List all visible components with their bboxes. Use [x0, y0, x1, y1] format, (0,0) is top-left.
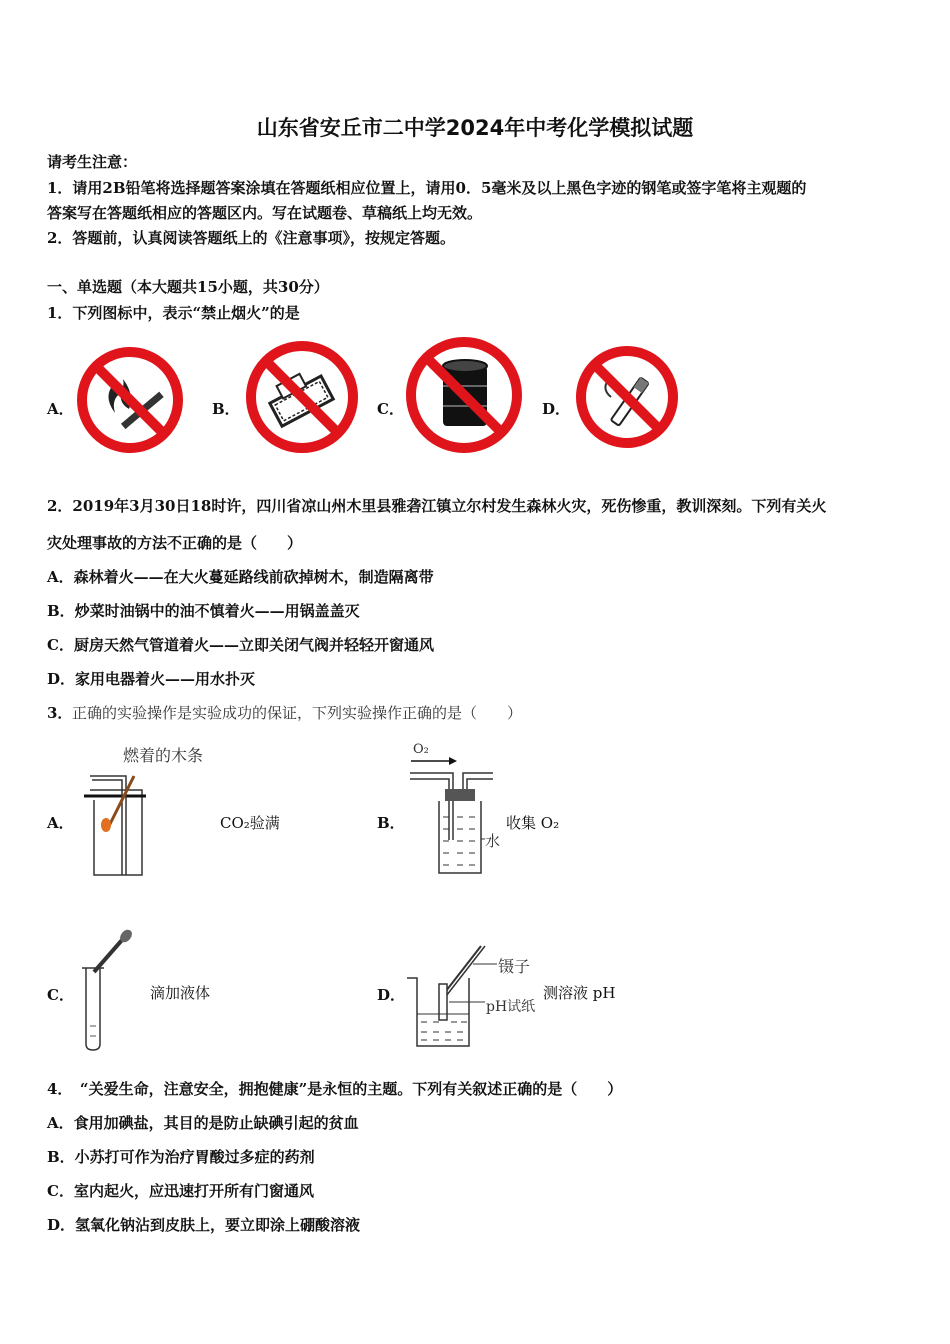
q3-label-c: C．: [47, 986, 74, 1004]
notice-line-1: 1．请用2B铅笔将选择题答案涂填在答题纸相应位置上，请用0．5毫米及以上黑色字迹的钢笔或签字笔将主观题的: [47, 179, 807, 197]
q3-c-caption: 滴加液体: [150, 984, 211, 1002]
q3-number: 3．: [47, 704, 73, 722]
q3-b-figure-text-side: 水: [485, 832, 501, 850]
gas-collection-bottle-figure: [405, 755, 505, 880]
q2-option-b: B．炒菜时油锅中的油不慎着火——用锅盖盖灭: [47, 602, 360, 620]
q3-b-figure-text-top: O₂: [413, 742, 429, 757]
q1-label-b: B．: [212, 400, 240, 418]
no-oil-drum-icon: [405, 336, 523, 454]
q3-a-figure-text: 燃着的木条: [123, 746, 204, 765]
dropper-test-tube-figure: [80, 928, 140, 1053]
gas-bottle-burning-stick-figure: [82, 770, 152, 880]
q1-stem: 1．下列图标中，表示“禁止烟火”的是: [47, 304, 300, 322]
no-smoking-fire-icon: [75, 345, 185, 455]
q4-option-c: C．室内起火，应迅速打开所有门窗通风: [47, 1182, 314, 1200]
q2-stem-line-1: 2．2019年3月30日18时许，四川省凉山州木里县雅砻江镇立尔村发生森林火灾，死伤惨重，教训深刻。下列有关火: [47, 497, 827, 515]
q1-label-a: A．: [47, 400, 74, 418]
q2-option-a: A．森林着火——在大火蔓延路线前砍掉树木，制造隔离带: [47, 568, 434, 586]
q3-label-a: A．: [47, 814, 74, 832]
q2-stem-line-2: 灾处理事故的方法不正确的是（ ）: [47, 534, 303, 552]
no-matches-icon: [245, 340, 360, 455]
q3-a-caption: CO₂验满: [220, 814, 280, 832]
section-heading: 一、单选题（本大题共15小题，共30分）: [47, 278, 329, 296]
q1-label-c: C．: [377, 400, 404, 418]
q1-label-d: D．: [542, 400, 571, 418]
notice-line-1b: 答案写在答题纸相应的答题区内。写在试题卷、草稿纸上均无效。: [47, 204, 483, 222]
q3-label-d: D．: [377, 986, 406, 1004]
notice-line-2: 2．答题前，认真阅读答题纸上的《注意事项》，按规定答题。: [47, 229, 455, 247]
q3-d-figure-text-side: pH试纸: [486, 999, 536, 1015]
q4-option-b: B．小苏打可作为治疗胃酸过多症的药剂: [47, 1148, 315, 1166]
q4-option-d: D．氢氧化钠沾到皮肤上，要立即涂上硼酸溶液: [47, 1216, 361, 1234]
no-cigarette-icon: [575, 345, 680, 450]
q4-stem: 4． “关爱生命，注意安全，拥抱健康”是永恒的主题。下列有关叙述正确的是（ ）: [47, 1080, 623, 1098]
q3-b-caption: 收集 O₂: [506, 814, 560, 832]
q3-d-caption: 测溶液 pH: [543, 984, 616, 1002]
q4-option-a: A．食用加碘盐，其目的是防止缺碘引起的贫血: [47, 1114, 359, 1132]
q3-d-figure-text-top: 镊子: [498, 957, 531, 976]
q3-label-b: B．: [377, 814, 405, 832]
q2-option-c: C．厨房天然气管道着火——立即关闭气阀并轻轻开窗通风: [47, 636, 434, 654]
q3-stem: 正确的实验操作是实验成功的保证，下列实验操作正确的是（ ）: [72, 704, 523, 722]
notice-heading: 请考生注意：: [47, 153, 138, 171]
page-title: 山东省安丘市二中学2024年中考化学模拟试题: [256, 116, 694, 140]
q2-option-d: D．家用电器着火——用水扑灭: [47, 670, 256, 688]
